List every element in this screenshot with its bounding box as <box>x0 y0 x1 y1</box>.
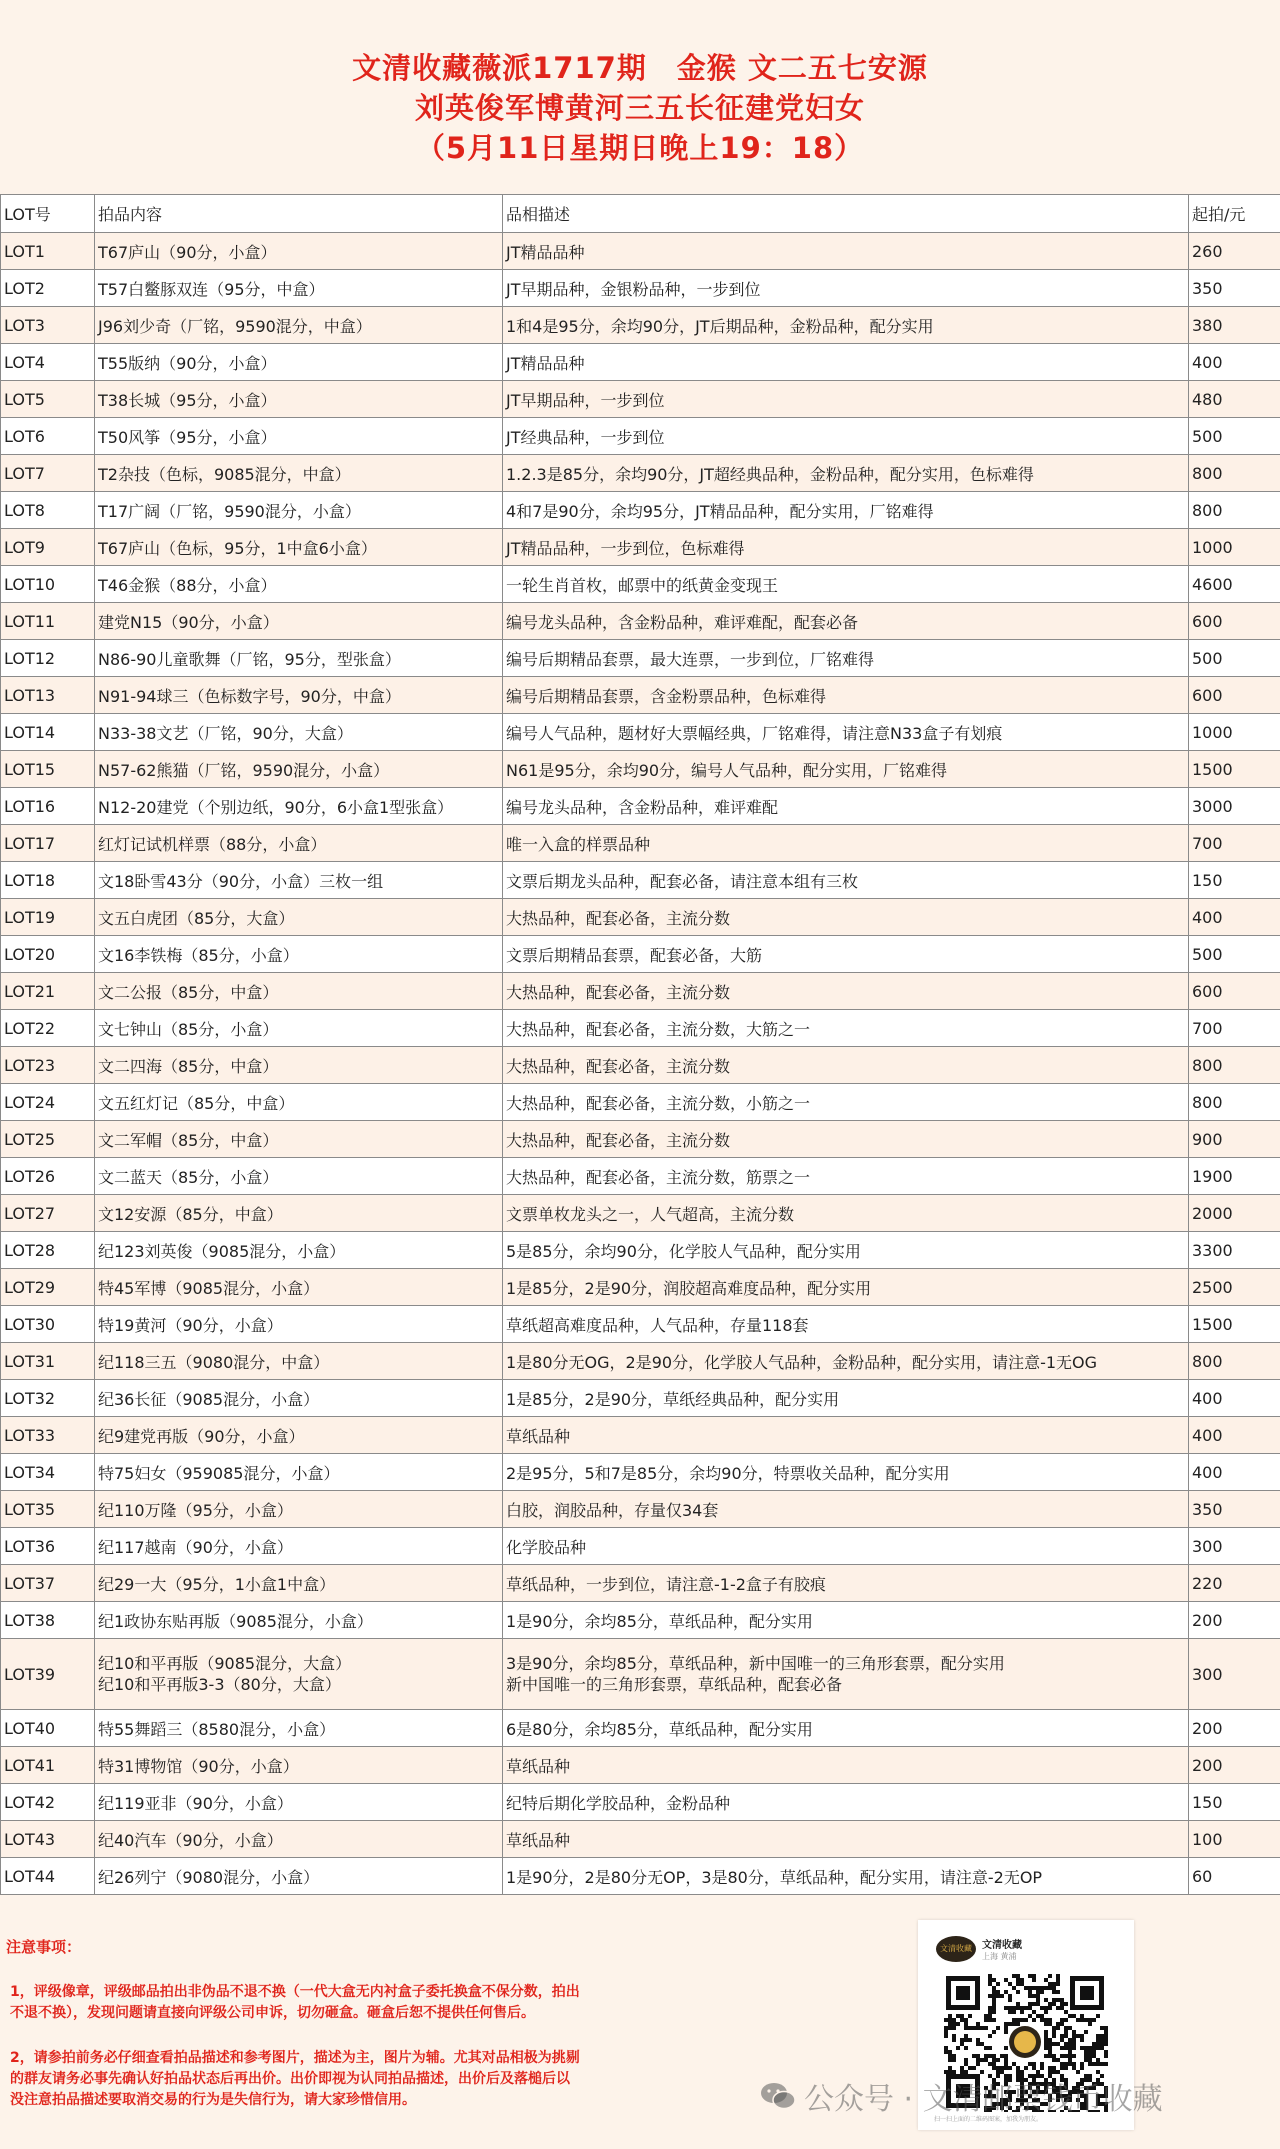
start-price-cell: 350 <box>1189 1491 1280 1528</box>
item-cell: 纪26列宁（9080混分，小盒） <box>95 1858 503 1895</box>
item-cell: N57-62熊猫（厂铭，9590混分，小盒） <box>95 751 503 788</box>
table-row <box>1 1269 1280 1306</box>
item-cell: 文五红灯记（85分，中盒） <box>95 1084 503 1121</box>
table-row <box>1 1417 1280 1454</box>
lot-number-cell: LOT18 <box>1 862 95 899</box>
lot-number-cell: LOT4 <box>1 344 95 381</box>
column-header-item: 拍品内容 <box>95 195 503 233</box>
auction-lot-table <box>0 194 1280 1895</box>
start-price-cell: 350 <box>1189 270 1280 307</box>
note-1-line-1: 1，评级像章，评级邮品拍出非伪品不退不换（一代大盒无内衬盒子委托换盒不保分数，拍出 <box>10 1984 580 2000</box>
item-cell: T57白鳖豚双连（95分，中盒） <box>95 270 503 307</box>
watermark <box>760 2074 1163 2118</box>
wechat-icon <box>760 2081 796 2111</box>
table-row <box>1 233 1280 270</box>
item-cell: 文五白虎团（85分，大盒） <box>95 899 503 936</box>
item-cell: 红灯记试机样票（88分，小盒） <box>95 825 503 862</box>
column-header-lot: LOT号 <box>1 195 95 233</box>
item-cell: T67庐山（90分，小盒） <box>95 233 503 270</box>
start-price-cell: 800 <box>1189 1084 1280 1121</box>
notes-title: 注意事项： <box>6 1938 82 1956</box>
page-header <box>0 0 1280 194</box>
table-row <box>1 973 1280 1010</box>
start-price-cell: 200 <box>1189 1747 1280 1784</box>
start-price-cell: 200 <box>1189 1602 1280 1639</box>
start-price-cell: 220 <box>1189 1565 1280 1602</box>
note-1-line-2: 不退不换），发现问题请直接向评级公司申诉，切勿砸盒。砸盒后恕不提供任何售后。 <box>10 2005 535 2021</box>
lot-number-cell: LOT33 <box>1 1417 95 1454</box>
start-price-cell: 150 <box>1189 1784 1280 1821</box>
start-price-cell: 800 <box>1189 455 1280 492</box>
start-price-cell: 300 <box>1189 1528 1280 1565</box>
table-row <box>1 1158 1280 1195</box>
item-cell: 特75妇女（959085混分，小盒） <box>95 1454 503 1491</box>
condition-cell: 1是80分无OG，2是90分，化学胶人气品种，金粉品种，配分实用，请注意-1无OG <box>503 1343 1189 1380</box>
lot-number-cell: LOT3 <box>1 307 95 344</box>
item-cell: T67庐山（色标，95分，1中盒6小盒） <box>95 529 503 566</box>
profile-location: 上海 黄浦 <box>982 1952 1017 1961</box>
lot-number-cell: LOT11 <box>1 603 95 640</box>
lot-number-cell: LOT38 <box>1 1602 95 1639</box>
title-line-1: 文清收藏薇派1717期 金猴 文二五七安源 <box>352 51 928 85</box>
item-cell: 纪1政协东贴再版（9085混分，小盒） <box>95 1602 503 1639</box>
column-header-price: 起拍/元 <box>1189 195 1280 233</box>
item-cell: 特19黄河（90分，小盒） <box>95 1306 503 1343</box>
condition-cell: JT早期品种，一步到位 <box>503 381 1189 418</box>
table-row <box>1 677 1280 714</box>
table-row <box>1 307 1280 344</box>
item-cell: 特45军博（9085混分，小盒） <box>95 1269 503 1306</box>
item-cell: 特31博物馆（90分，小盒） <box>95 1747 503 1784</box>
item-cell: 纪29一大（95分，1小盒1中盒） <box>95 1565 503 1602</box>
start-price-cell: 200 <box>1189 1710 1280 1747</box>
item-cell: N91-94球三（色标数字号，90分，中盒） <box>95 677 503 714</box>
lot-number-cell: LOT30 <box>1 1306 95 1343</box>
item-cell: N33-38文艺（厂铭，90分，大盒） <box>95 714 503 751</box>
lot-number-cell: LOT36 <box>1 1528 95 1565</box>
table-row <box>1 1010 1280 1047</box>
item-cell: T50风筝（95分，小盒） <box>95 418 503 455</box>
table-row <box>1 603 1280 640</box>
lot-number-cell: LOT9 <box>1 529 95 566</box>
column-header-condition: 品相描述 <box>503 195 1189 233</box>
note-paragraph-2 <box>10 2048 710 2111</box>
item-cell: 文二军帽（85分，中盒） <box>95 1121 503 1158</box>
start-price-cell: 600 <box>1189 677 1280 714</box>
lot-number-cell: LOT34 <box>1 1454 95 1491</box>
table-row <box>1 1195 1280 1232</box>
lot-number-cell: LOT20 <box>1 936 95 973</box>
item-cell: 纪123刘英俊（9085混分，小盒） <box>95 1232 503 1269</box>
profile-logo: 文清收藏 <box>936 1936 976 1962</box>
table-row <box>1 1232 1280 1269</box>
title-line-2: 刘英俊军博黄河三五长征建党妇女 <box>414 91 865 125</box>
lot-number-cell: LOT27 <box>1 1195 95 1232</box>
lot-number-cell: LOT6 <box>1 418 95 455</box>
lot-number-cell: LOT25 <box>1 1121 95 1158</box>
lot-number-cell: LOT41 <box>1 1747 95 1784</box>
condition-cell: JT精品品种，一步到位，色标难得 <box>503 529 1189 566</box>
start-price-cell: 500 <box>1189 418 1280 455</box>
item-cell: 纪40汽车（90分，小盒） <box>95 1821 503 1858</box>
table-row <box>1 1047 1280 1084</box>
condition-cell: 草纸品种 <box>503 1821 1189 1858</box>
condition-cell: 草纸品种，一步到位，请注意-1-2盒子有胶痕 <box>503 1565 1189 1602</box>
item-cell: 文12安源（85分，中盒） <box>95 1195 503 1232</box>
start-price-cell: 600 <box>1189 603 1280 640</box>
item-cell: 文七钟山（85分，小盒） <box>95 1010 503 1047</box>
condition-cell-line-2: 新中国唯一的三角形套票，草纸品种，配套必备 <box>506 1675 843 1694</box>
condition-cell: 文票后期龙头品种，配套必备，请注意本组有三枚 <box>503 862 1189 899</box>
item-cell: 文二四海（85分，中盒） <box>95 1047 503 1084</box>
note-paragraph-1 <box>10 1982 710 2024</box>
item-cell: 文二蓝天（85分，小盒） <box>95 1158 503 1195</box>
table-row <box>1 1380 1280 1417</box>
lot-number-cell: LOT12 <box>1 640 95 677</box>
item-cell: 建党N15（90分，小盒） <box>95 603 503 640</box>
condition-cell: 6是80分，余均85分，草纸品种，配分实用 <box>503 1710 1189 1747</box>
lot-number-cell: LOT7 <box>1 455 95 492</box>
start-price-cell: 300 <box>1189 1639 1280 1710</box>
item-cell-line-1: 纪10和平再版（9085混分，大盒） <box>98 1654 352 1673</box>
lot-table-body <box>1 195 1280 1895</box>
condition-cell: 大热品种，配套必备，主流分数 <box>503 899 1189 936</box>
table-row <box>1 381 1280 418</box>
table-row <box>1 1528 1280 1565</box>
condition-cell: 1和4是95分，余均90分，JT后期品种，金粉品种，配分实用 <box>503 307 1189 344</box>
lot-number-cell: LOT14 <box>1 714 95 751</box>
condition-cell: JT早期品种，金银粉品种，一步到位 <box>503 270 1189 307</box>
start-price-cell: 800 <box>1189 1343 1280 1380</box>
table-row <box>1 825 1280 862</box>
condition-cell: 编号龙头品种，含金粉品种，难评难配，配套必备 <box>503 603 1189 640</box>
lot-number-cell: LOT21 <box>1 973 95 1010</box>
item-cell: T38长城（95分，小盒） <box>95 381 503 418</box>
item-cell: 文二公报（85分，中盒） <box>95 973 503 1010</box>
start-price-cell: 700 <box>1189 1010 1280 1047</box>
lot-number-cell: LOT40 <box>1 1710 95 1747</box>
table-row <box>1 1710 1280 1747</box>
lot-number-cell: LOT31 <box>1 1343 95 1380</box>
condition-cell: JT经典品种，一步到位 <box>503 418 1189 455</box>
condition-cell: 编号人气品种，题材好大票幅经典，厂铭难得，请注意N33盒子有划痕 <box>503 714 1189 751</box>
condition-cell: 大热品种，配套必备，主流分数，大筋之一 <box>503 1010 1189 1047</box>
condition-cell: 白胶，润胶品种，存量仅34套 <box>503 1491 1189 1528</box>
start-price-cell: 700 <box>1189 825 1280 862</box>
condition-cell: 大热品种，配套必备，主流分数，筋票之一 <box>503 1158 1189 1195</box>
condition-cell: 大热品种，配套必备，主流分数，小筋之一 <box>503 1084 1189 1121</box>
condition-cell <box>503 1639 1189 1710</box>
table-row <box>1 1491 1280 1528</box>
title-line-3: （5月11日星期日晚上19：18） <box>415 131 865 165</box>
start-price-cell: 400 <box>1189 1380 1280 1417</box>
lot-number-cell: LOT29 <box>1 1269 95 1306</box>
condition-cell: JT精品品种 <box>503 233 1189 270</box>
condition-cell: 草纸超高难度品种，人气品种，存量118套 <box>503 1306 1189 1343</box>
lot-number-cell: LOT26 <box>1 1158 95 1195</box>
condition-cell: 唯一入盒的样票品种 <box>503 825 1189 862</box>
condition-cell: 1.2.3是85分，余均90分，JT超经典品种，金粉品种，配分实用，色标难得 <box>503 455 1189 492</box>
start-price-cell: 900 <box>1189 1121 1280 1158</box>
start-price-cell: 1500 <box>1189 751 1280 788</box>
condition-cell: 草纸品种 <box>503 1747 1189 1784</box>
table-row <box>1 1858 1280 1895</box>
table-row <box>1 529 1280 566</box>
start-price-cell: 380 <box>1189 307 1280 344</box>
start-price-cell: 800 <box>1189 492 1280 529</box>
start-price-cell: 60 <box>1189 1858 1280 1895</box>
start-price-cell: 4600 <box>1189 566 1280 603</box>
table-row <box>1 1084 1280 1121</box>
profile-name: 文清收藏 <box>982 1940 1022 1951</box>
table-header-row <box>1 195 1280 233</box>
lot-number-cell: LOT2 <box>1 270 95 307</box>
lot-number-cell: LOT10 <box>1 566 95 603</box>
table-row <box>1 1454 1280 1491</box>
start-price-cell: 260 <box>1189 233 1280 270</box>
table-row <box>1 1343 1280 1380</box>
condition-cell: 大热品种，配套必备，主流分数 <box>503 1047 1189 1084</box>
start-price-cell: 2500 <box>1189 1269 1280 1306</box>
item-cell-line-2: 纪10和平再版3-3（80分，大盒） <box>98 1675 341 1694</box>
condition-cell: 1是85分，2是90分，草纸经典品种，配分实用 <box>503 1380 1189 1417</box>
table-row <box>1 344 1280 381</box>
start-price-cell: 400 <box>1189 1454 1280 1491</box>
start-price-cell: 3300 <box>1189 1232 1280 1269</box>
lot-number-cell: LOT35 <box>1 1491 95 1528</box>
note-2-line-3: 没注意拍品描述要取消交易的行为是失信行为，请大家珍惜信用。 <box>10 2092 416 2108</box>
lot-number-cell: LOT16 <box>1 788 95 825</box>
start-price-cell: 1000 <box>1189 529 1280 566</box>
lot-number-cell: LOT44 <box>1 1858 95 1895</box>
start-price-cell: 480 <box>1189 381 1280 418</box>
item-cell: 特55舞蹈三（8580混分，小盒） <box>95 1710 503 1747</box>
lot-number-cell: LOT28 <box>1 1232 95 1269</box>
lot-number-cell: LOT22 <box>1 1010 95 1047</box>
condition-cell: 文票后期精品套票，配套必备，大筋 <box>503 936 1189 973</box>
condition-cell: 一轮生肖首枚，邮票中的纸黄金变现王 <box>503 566 1189 603</box>
item-cell: T46金猴（88分，小盒） <box>95 566 503 603</box>
lot-number-cell: LOT8 <box>1 492 95 529</box>
table-row <box>1 566 1280 603</box>
condition-cell: 化学胶品种 <box>503 1528 1189 1565</box>
item-cell: T55版纳（90分，小盒） <box>95 344 503 381</box>
note-2-line-2: 的群友请务必事先确认好拍品状态后再出价。出价即视为认同拍品描述，出价后及落槌后以 <box>10 2071 570 2087</box>
qr-caption: 扫一扫上面的二维码图案，加我为朋友。 <box>934 2116 1043 2123</box>
table-row <box>1 1821 1280 1858</box>
lot-number-cell: LOT24 <box>1 1084 95 1121</box>
condition-cell: 4和7是90分，余均95分，JT精品品种，配分实用，厂铭难得 <box>503 492 1189 529</box>
item-cell: 文16李铁梅（85分，小盒） <box>95 936 503 973</box>
table-row <box>1 751 1280 788</box>
condition-cell: 编号后期精品套票，含金粉票品种，色标难得 <box>503 677 1189 714</box>
start-price-cell: 400 <box>1189 1417 1280 1454</box>
start-price-cell: 1000 <box>1189 714 1280 751</box>
lot-number-cell: LOT42 <box>1 1784 95 1821</box>
lot-number-cell: LOT19 <box>1 899 95 936</box>
table-row <box>1 899 1280 936</box>
item-cell: T2杂技（色标，9085混分，中盒） <box>95 455 503 492</box>
item-cell: 纪119亚非（90分，小盒） <box>95 1784 503 1821</box>
lot-number-cell: LOT32 <box>1 1380 95 1417</box>
condition-cell: 编号后期精品套票，最大连票，一步到位，厂铭难得 <box>503 640 1189 677</box>
condition-cell: 1是90分，2是80分无OP，3是80分，草纸品种，配分实用，请注意-2无OP <box>503 1858 1189 1895</box>
table-row <box>1 492 1280 529</box>
item-cell: 纪118三五（9080混分，中盒） <box>95 1343 503 1380</box>
start-price-cell: 500 <box>1189 640 1280 677</box>
table-row <box>1 270 1280 307</box>
table-row <box>1 1747 1280 1784</box>
start-price-cell: 1500 <box>1189 1306 1280 1343</box>
table-row <box>1 418 1280 455</box>
start-price-cell: 100 <box>1189 1821 1280 1858</box>
condition-cell: N61是95分，余均90分，编号人气品种，配分实用，厂铭难得 <box>503 751 1189 788</box>
start-price-cell: 3000 <box>1189 788 1280 825</box>
lot-number-cell: LOT43 <box>1 1821 95 1858</box>
item-cell: N12-20建党（个别边纸，90分，6小盒1型张盒） <box>95 788 503 825</box>
table-row <box>1 640 1280 677</box>
lot-number-cell: LOT13 <box>1 677 95 714</box>
item-cell: 纪110万隆（95分，小盒） <box>95 1491 503 1528</box>
item-cell: 纪36长征（9085混分，小盒） <box>95 1380 503 1417</box>
condition-cell: 大热品种，配套必备，主流分数 <box>503 1121 1189 1158</box>
table-row <box>1 455 1280 492</box>
table-row <box>1 1121 1280 1158</box>
start-price-cell: 150 <box>1189 862 1280 899</box>
table-row <box>1 1602 1280 1639</box>
table-row <box>1 936 1280 973</box>
item-cell: J96刘少奇（厂铭，9590混分，中盒） <box>95 307 503 344</box>
start-price-cell: 800 <box>1189 1047 1280 1084</box>
condition-cell: 1是90分，余均85分，草纸品种，配分实用 <box>503 1602 1189 1639</box>
start-price-cell: 500 <box>1189 936 1280 973</box>
start-price-cell: 400 <box>1189 899 1280 936</box>
condition-cell: 文票单枚龙头之一，人气超高，主流分数 <box>503 1195 1189 1232</box>
condition-cell: 2是95分，5和7是85分，余均90分，特票收关品种，配分实用 <box>503 1454 1189 1491</box>
start-price-cell: 600 <box>1189 973 1280 1010</box>
condition-cell: 1是85分，2是90分，润胶超高难度品种，配分实用 <box>503 1269 1189 1306</box>
condition-cell: 纪特后期化学胶品种，金粉品种 <box>503 1784 1189 1821</box>
condition-cell-line-1: 3是90分，余均85分，草纸品种，新中国唯一的三角形套票，配分实用 <box>506 1654 1005 1673</box>
item-cell: 纪117越南（90分，小盒） <box>95 1528 503 1565</box>
item-cell: 纪9建党再版（90分，小盒） <box>95 1417 503 1454</box>
lot-number-cell: LOT39 <box>1 1639 95 1710</box>
table-row <box>1 1639 1280 1710</box>
lot-number-cell: LOT17 <box>1 825 95 862</box>
item-cell: N86-90儿童歌舞（厂铭，95分，型张盒） <box>95 640 503 677</box>
table-row <box>1 788 1280 825</box>
condition-cell: JT精品品种 <box>503 344 1189 381</box>
item-cell: 文18卧雪43分（90分，小盒）三枚一组 <box>95 862 503 899</box>
lot-number-cell: LOT1 <box>1 233 95 270</box>
start-price-cell: 1900 <box>1189 1158 1280 1195</box>
lot-number-cell: LOT23 <box>1 1047 95 1084</box>
condition-cell: 编号龙头品种，含金粉品种，难评难配 <box>503 788 1189 825</box>
watermark-text: 公众号 · 文清邮票钱币收藏 <box>804 2082 1163 2117</box>
item-cell <box>95 1639 503 1710</box>
lot-number-cell: LOT37 <box>1 1565 95 1602</box>
condition-cell: 大热品种，配套必备，主流分数 <box>503 973 1189 1010</box>
condition-cell: 5是85分，余均90分，化学胶人气品种，配分实用 <box>503 1232 1189 1269</box>
table-row <box>1 1565 1280 1602</box>
item-cell: T17广阔（厂铭，9590混分，小盒） <box>95 492 503 529</box>
table-row <box>1 1306 1280 1343</box>
lot-number-cell: LOT5 <box>1 381 95 418</box>
table-row <box>1 1784 1280 1821</box>
lot-number-cell: LOT15 <box>1 751 95 788</box>
note-2-line-1: 2，请参拍前务必仔细查看拍品描述和参考图片，描述为主，图片为辅。尤其对品相极为挑剔 <box>10 2050 580 2066</box>
start-price-cell: 2000 <box>1189 1195 1280 1232</box>
table-row <box>1 862 1280 899</box>
start-price-cell: 400 <box>1189 344 1280 381</box>
table-row <box>1 714 1280 751</box>
condition-cell: 草纸品种 <box>503 1417 1189 1454</box>
